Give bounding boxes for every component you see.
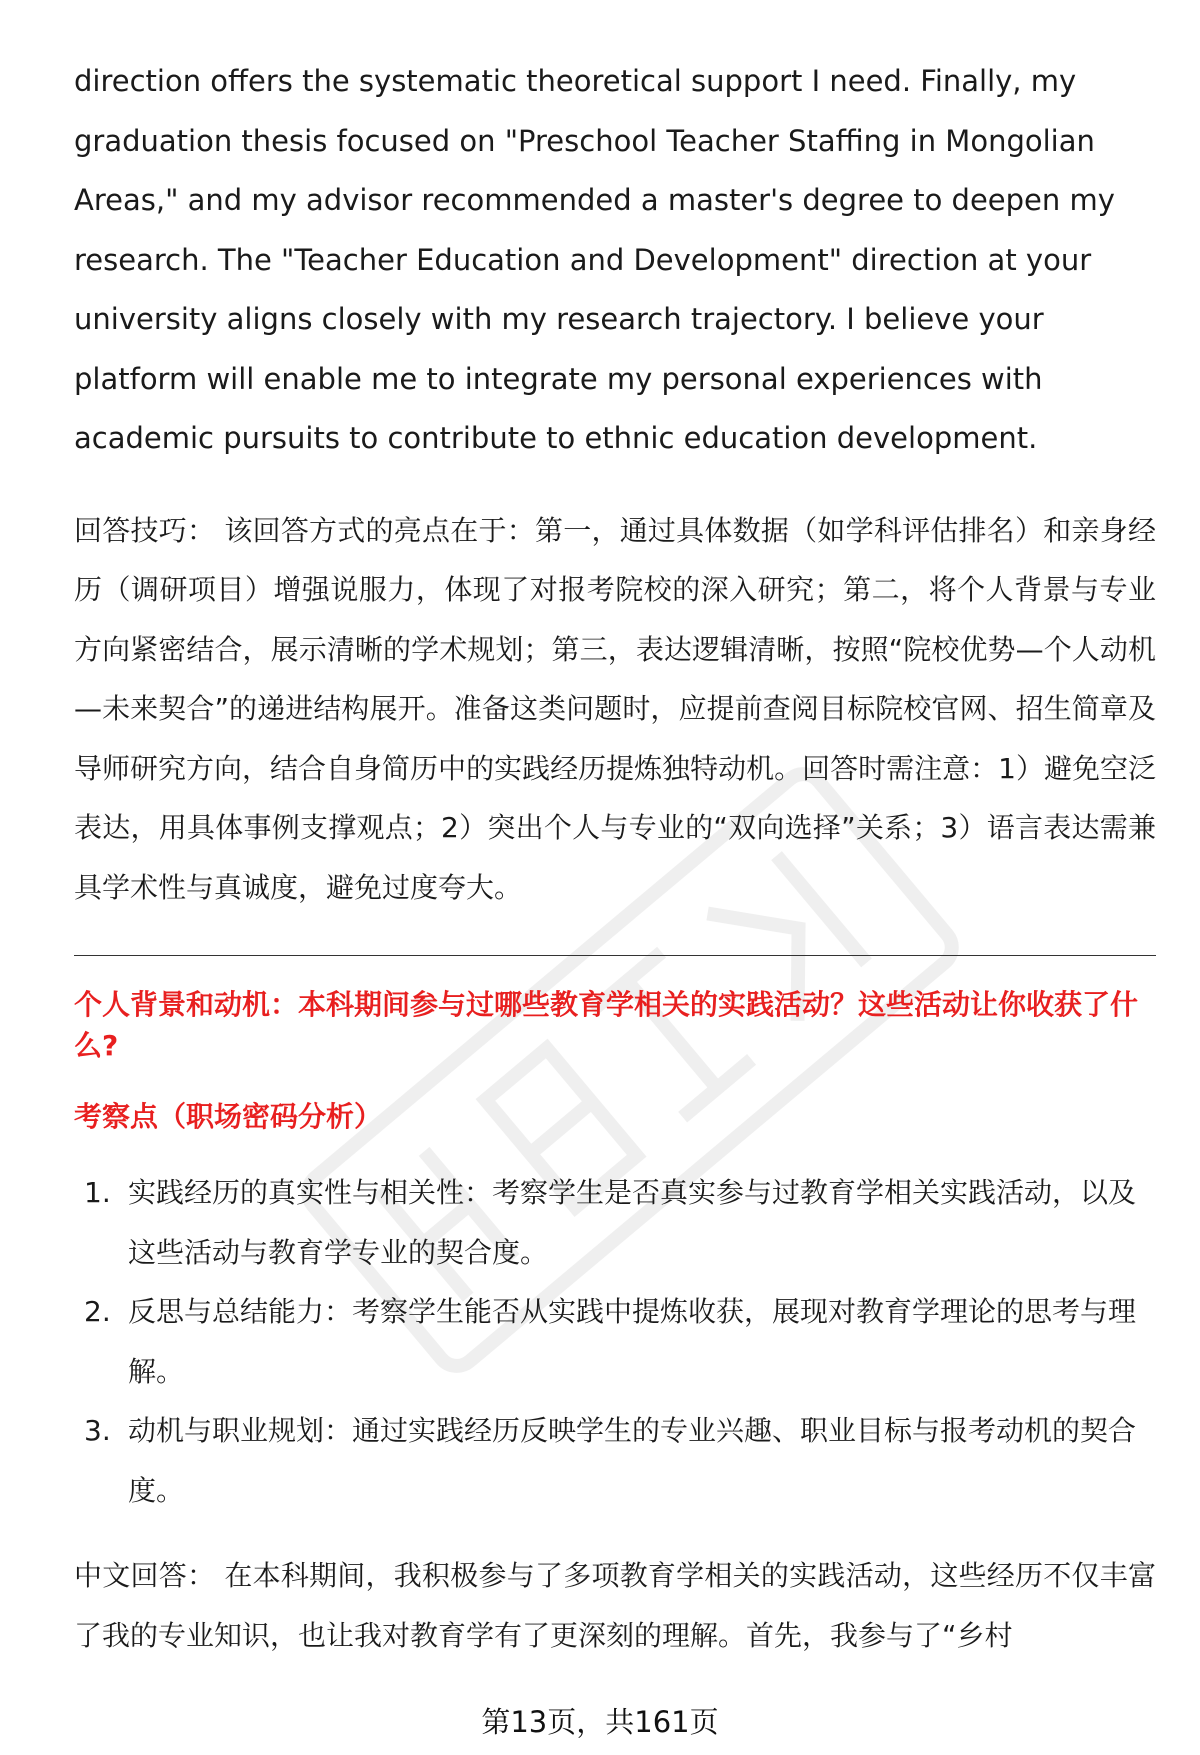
list-item-text: 动机与职业规划：通过实践经历反映学生的专业兴趣、职业目标与报考动机的契合度。 [128, 1414, 1137, 1507]
list-number: 3. [84, 1414, 111, 1447]
answer-tips-paragraph: 回答技巧： 该回答方式的亮点在于：第一，通过具体数据（如学科评估排名）和亲身经历（调研项目）增强说服力，体现了对报考院校的深入研究；第二，将个人背景与专业方向紧密结合，展示清晰的学术规划；第三，表达逻辑清晰，按照“院校优势—个人动机—未来契合”的递进结构展开。准备这类问题时，应提前查阅目标院校官网、招生简章及导师研究方向，结合自身简历中的实践经历提炼独特动机。回答时需注意：1）避免空泛表达，用具体事例支撑观点；2）突出个人与专业的“双向选择”关系；3）语言表达需兼具学术性与真诚度，避免过度夸大。 [74, 513, 1156, 904]
list-number: 1. [84, 1176, 111, 1209]
list-item-text: 反思与总结能力：考察学生能否从实践中提炼收获，展现对教育学理论的思考与理解。 [128, 1295, 1137, 1388]
page-number-footer: 第13页，共161页 [481, 1705, 719, 1739]
chinese-answer-paragraph: 中文回答： 在本科期间，我积极参与了多项教育学相关的实践活动，这些经历不仅丰富了我的专业知识，也让我对教育学有了更深刻的理解。首先，我参与了“乡村 [74, 1559, 1156, 1652]
list-item [74, 1163, 1156, 1282]
english-answer-paragraph: direction offers the systematic theoretical support I need. Finally, my graduation thesis focused on "Preschool Teacher Staffing in Mongolian Areas," and my advisor recommended a master's degree to deepen my research. The "Teacher Education and Development" direction at your university aligns closely with my research trajectory. I believe your platform will enable me to integrate my personal experiences with academic pursuits to contribute to ethnic education development. [74, 64, 1115, 455]
list-number: 2. [84, 1295, 111, 1328]
analysis-title: 考察点（职场密码分析） [74, 1100, 383, 1133]
list-item-text: 实践经历的真实性与相关性：考察学生是否真实参与过教育学相关实践活动，以及这些活动与教育学专业的契合度。 [128, 1176, 1137, 1269]
list-item [74, 1401, 1156, 1520]
document-page [74, 52, 1156, 1665]
section-divider [74, 955, 1156, 956]
list-item [74, 1282, 1156, 1401]
assessment-points-list [74, 1163, 1156, 1520]
question-title: 个人背景和动机：本科期间参与过哪些教育学相关的实践活动？这些活动让你收获了什么? [74, 988, 1139, 1062]
